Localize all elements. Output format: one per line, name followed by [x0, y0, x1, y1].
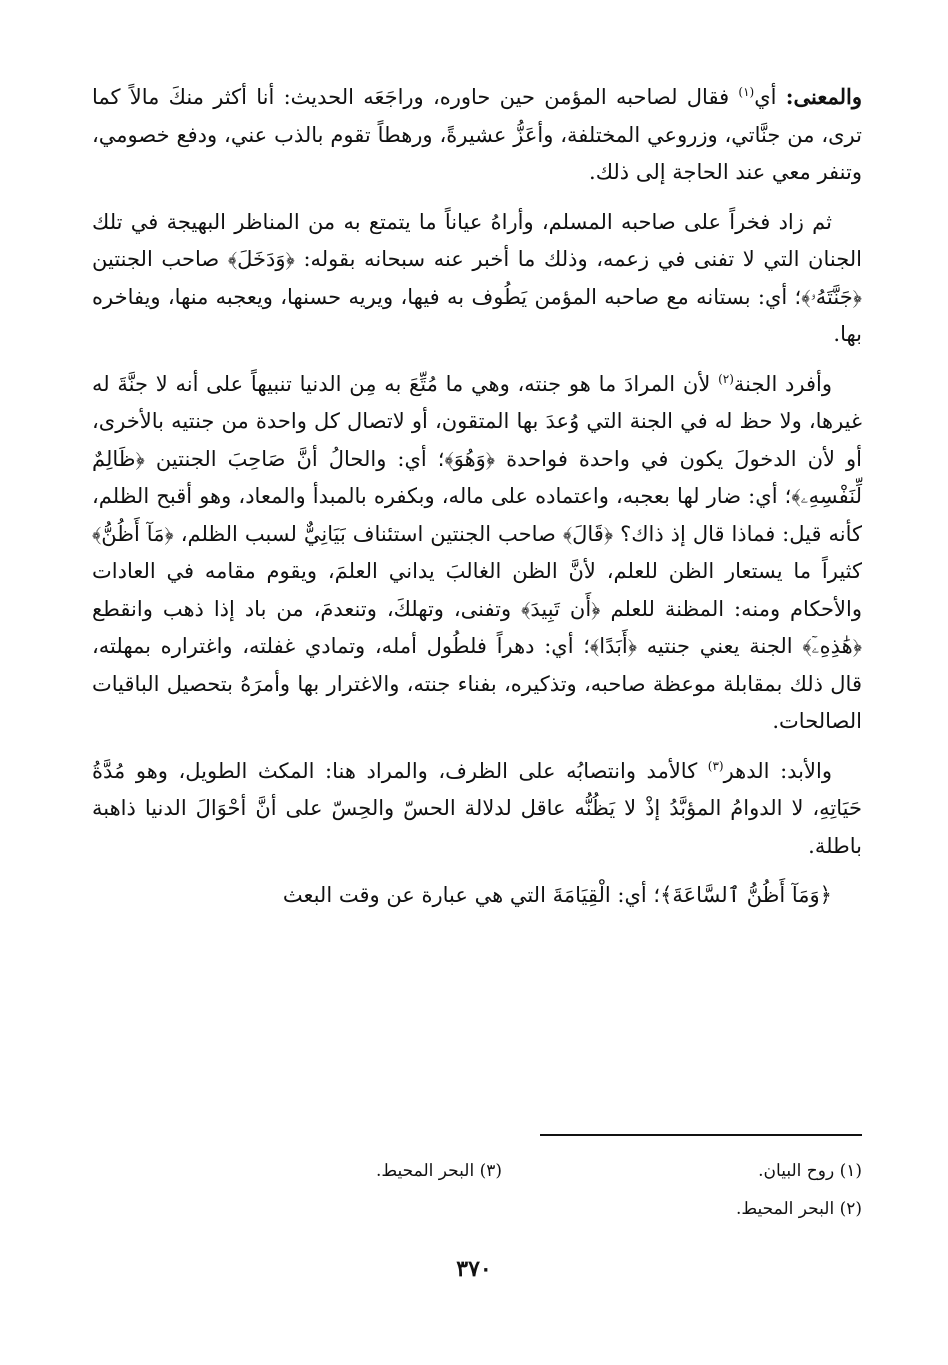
quran-quote: ﴿وَمَآ أَظُنُّ ٱلسَّاعَةَ﴾ [660, 883, 832, 907]
text-run: ؛ أي: دهراً فلطُول أمله، وتمادي غفلته، واغتراره بمهلته، قال ذلك بمقابلة موعظة صاحبه، وتذكيره، بفناء جنته، والاغترار بها وأمرَهُ بتحصيل الباقيات الصالحات. [92, 634, 862, 733]
quran-quote: ﴿جَنَّتَهُۥ﴾ [801, 284, 862, 309]
quran-quote: ﴿هَٰذِهِۦٓ﴾ [802, 634, 862, 658]
text-run: ثم زاد فخراً على صاحبه المسلم، وأراهُ عياناً ما يتمتع به من المناظر البهيجة في تلك الجنان التي لا تفنى في زعمه، وذلك ما أخبر عنه سبحانه بقوله: [92, 209, 862, 271]
footnotes [92, 1152, 862, 1228]
quran-quote: ﴿ظَالِمٌ لِّنَفْسِهِۦ﴾ [92, 446, 862, 508]
quran-quote: ﴿قَالَ﴾ [562, 521, 614, 546]
footnote-ref-3[interactable]: (٣) [707, 758, 724, 773]
footnote-3: (٣) البحر المحيط. [376, 1161, 502, 1181]
text-run: ؛ أي: بستانه مع صاحبه المؤمن يَطُوف به فيها، ويريه حسنها، ويعجبه منها، ويفاخره بها. [92, 284, 862, 346]
text-run: الجنة يعني جنتيه [637, 634, 803, 658]
paragraph-5 [92, 877, 862, 915]
paragraph-2 [92, 204, 862, 354]
text-run: ؛ أي: والحالُ أنَّ صَاحِبَ الجنتين [144, 446, 445, 471]
footnote-ref-1[interactable]: (١) [738, 85, 755, 99]
quran-quote: ﴿مَآ أَظُنُّ﴾ [92, 521, 174, 546]
quran-quote: ﴿وَهُوَ﴾ [444, 446, 496, 471]
text-run: وأفرد الجنة [733, 371, 832, 396]
footnote-row [92, 1152, 862, 1190]
text-run: ؛ أي: ضار لها بعجبه، واعتماده على ماله، وبكفره بالمبدأ والمعاد، وهو أقبح الظلم، كأنه قيل: فماذا قال إذ ذاك؟ [92, 484, 862, 546]
quran-quote: ﴿وَدَخَلَ﴾ [227, 247, 295, 271]
text-run: صاحب الجنتين [92, 247, 228, 271]
text-run: وتفنى، وتهلكَ، وتنعدمَ، من باد إذا ذهب وانقطع [92, 596, 522, 621]
text-run: فقال لصاحبه المؤمن حين حاوره، وراجَعَه الحديث: أنا أكثر منكَ مالاً كما ترى، من جنَّاتي، وزروعي المختلفة، وأعَزُّ عشيرةً، ورهطاً تقوم بالذب عني، ودفع خصومي، وتنفر معي عند الحاجة إلى ذلك. [92, 85, 862, 184]
text-run: أي [754, 85, 786, 109]
text-run: والأبد: الدهر [723, 758, 832, 783]
page-number: ٣٧٠ [456, 1256, 492, 1282]
main-text [92, 78, 862, 927]
footnote-1: (١) روح البيان. [758, 1161, 862, 1181]
paragraph-1 [92, 78, 862, 192]
quran-quote: ﴿أَن تَبِيدَ﴾ [521, 596, 601, 621]
text-run: صاحب الجنتين استئناف بَيَانِيٌّ لسبب الظلم، [173, 521, 563, 546]
quran-quote: ﴿أَبَدًا﴾ [589, 634, 638, 658]
text-run: كثيراً ما يستعار الظن للعلم، لأنَّ الظن الغالبَ يداني العلمَ، ويقوم مقامه في العادات والأحكام ومنه: المظنة للعلم [92, 559, 862, 621]
meaning-label: والمعنى: [785, 84, 863, 109]
text-run: كالأمد وانتصابُه على الظرف، والمراد هنا: المكث الطويل، وهو مُدَّةُ حَيَاتِهِ، لا الدوامُ المؤبَّدُ إذْ لا يَظُنُّه عاقل لدلالة الحسّ والحِسّ على أنَّ أحْوَالَ الدنيا ذاهبة باطلة. [92, 758, 862, 858]
footnote-2: (٢) البحر المحيط. [736, 1199, 862, 1219]
text-run: لأن المرادَ ما هو جنته، وهي ما مُتِّعَ به مِن الدنيا تنبيهاً على أنه لا جنَّةَ له غيرها، ولا حظ له في الجنة التي وُعدَ بها المتقون، أو لاتصال كل واحدة من جنتيه بالأخرى، أو لأن الدخولَ يكون في واحدة فواحدة [92, 371, 862, 471]
footnote-ref-2[interactable]: (٢) [718, 371, 734, 386]
paragraph-4 [92, 753, 862, 866]
paragraph-3 [92, 366, 862, 741]
text-run: ؛ أي: الْقِيَامَةَ التي هي عبارة عن وقت البعث [282, 883, 661, 907]
footnote-separator [540, 1134, 862, 1136]
footnote-row [92, 1190, 862, 1228]
